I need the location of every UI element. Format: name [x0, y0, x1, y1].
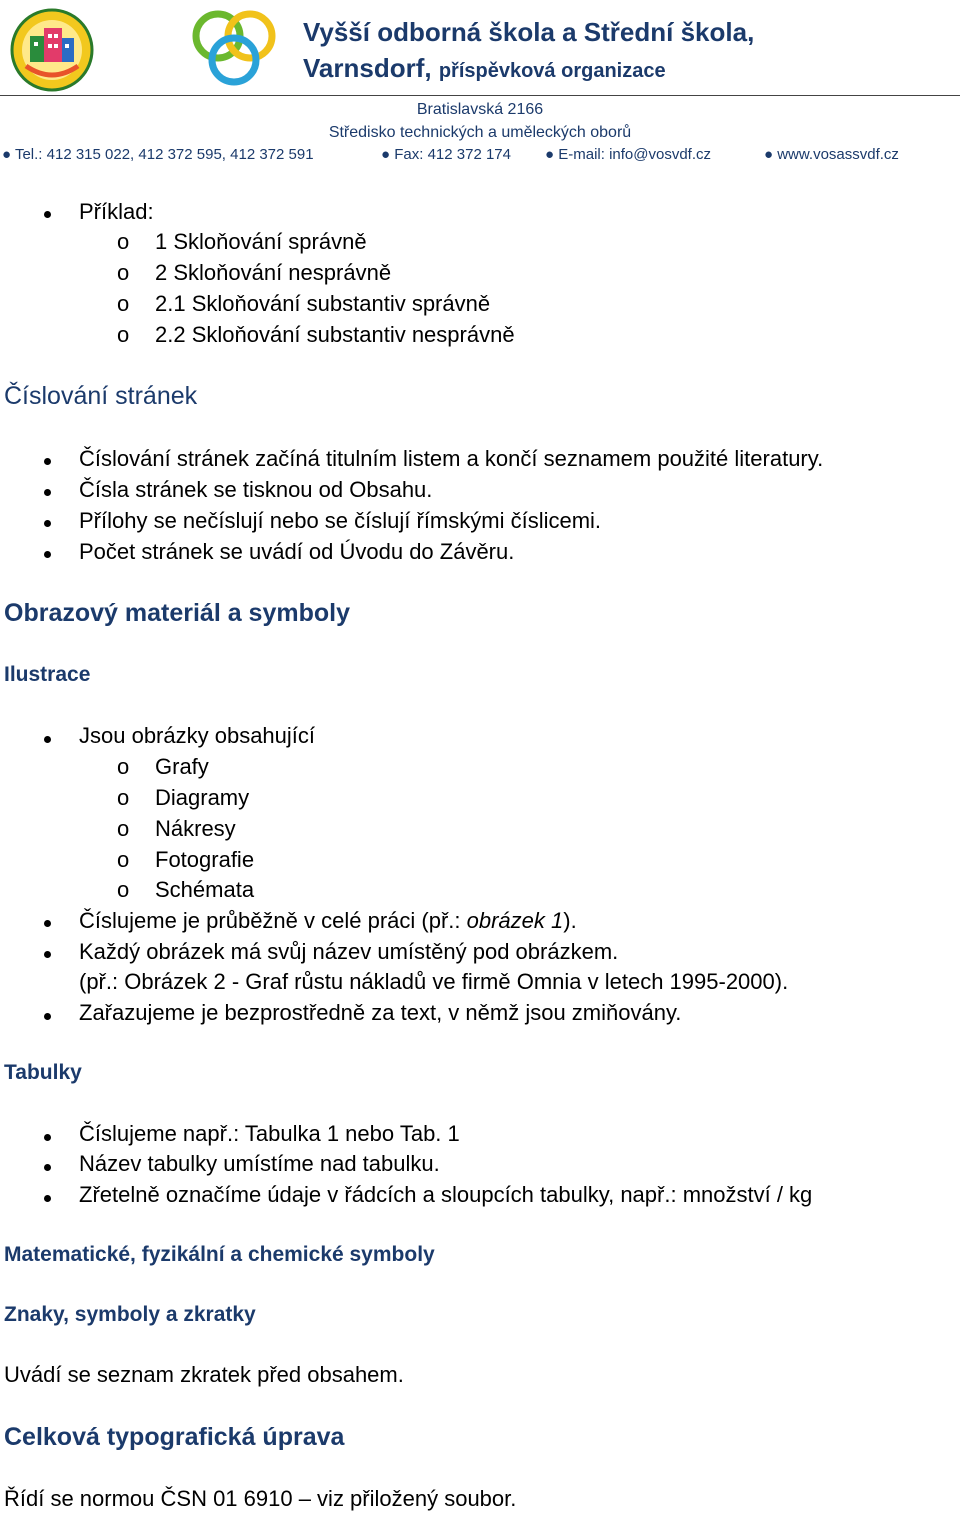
- contact-tel: ● Tel.: 412 315 022, 412 372 595, 412 372 591: [2, 146, 314, 163]
- circle-bullet-icon: o: [117, 754, 130, 779]
- list-item: Každý obrázek má svůj název umístěný pod obrázkem.: [79, 939, 619, 964]
- section-heading-typography: Celková typografická úprava: [4, 1423, 345, 1451]
- bullet-icon: [44, 211, 51, 218]
- list-item: Číslujeme např.: Tabulka 1 nebo Tab. 1: [79, 1121, 460, 1146]
- bullet-icon: [44, 489, 51, 496]
- section-heading-numbering: Číslování stránek: [4, 382, 198, 410]
- subheading-ilustrace: Ilustrace: [4, 663, 91, 686]
- list-item: Jsou obrázky obsahující: [79, 723, 316, 748]
- bullet-icon: [44, 1164, 51, 1171]
- circle-bullet-icon: o: [117, 322, 130, 347]
- bullet-icon: [44, 1134, 51, 1141]
- school-name-line2: [303, 50, 754, 89]
- subheading-tabulky: Tabulky: [4, 1061, 82, 1084]
- example-label: Příklad:: [79, 199, 154, 224]
- list-item: 2 Skloňování nesprávně: [155, 260, 392, 285]
- patron-school-logo-icon: [8, 6, 104, 92]
- bullet-icon: [44, 458, 51, 465]
- circle-bullet-icon: o: [117, 816, 130, 841]
- list-item-text: ).: [563, 908, 577, 933]
- header-address: Bratislavská 2166: [416, 101, 544, 118]
- list-item: Schémata: [155, 877, 255, 902]
- list-item-italic: obrázek 1: [466, 908, 564, 933]
- header-department: Středisko technických a uměleckých oborů: [328, 124, 632, 141]
- bullet-icon: [44, 920, 51, 927]
- circle-bullet-icon: o: [117, 229, 130, 254]
- school-name-line1: Vyšší odborná škola a Střední škola,: [303, 17, 755, 47]
- list-item: Zřetelně označíme údaje v řádcích a sloupcích tabulky, např.: množství / kg: [79, 1182, 813, 1207]
- bullet-icon: [44, 1195, 51, 1202]
- list-item: 2.2 Skloňování substantiv nesprávně: [155, 322, 515, 347]
- signs-text: Uvádí se seznam zkratek před obsahem.: [4, 1362, 404, 1387]
- school-town: Varnsdorf,: [303, 53, 432, 83]
- header-rule: [0, 95, 960, 96]
- circle-bullet-icon: o: [117, 260, 130, 285]
- document-header: [0, 0, 960, 170]
- list-item: Číslování stránek začíná titulním listem a končí seznamem použité literatury.: [79, 446, 824, 471]
- list-item: Přílohy se nečíslují nebo se číslují římskými číslicemi.: [79, 508, 602, 533]
- subheading-math-symbols: Matematické, fyzikální a chemické symboly: [4, 1243, 435, 1266]
- list-item: 2.1 Skloňování substantiv správně: [155, 291, 491, 316]
- school-org-type: příspěvková organizace: [438, 60, 666, 82]
- circle-bullet-icon: o: [117, 847, 130, 872]
- contact-fax: ● Fax: 412 372 174: [381, 146, 511, 163]
- bullet-icon: [44, 1013, 51, 1020]
- bullet-icon: [44, 520, 51, 527]
- list-item: Název tabulky umístíme nad tabulku.: [79, 1151, 440, 1176]
- section-heading-images: Obrazový materiál a symboly: [4, 599, 350, 627]
- typography-text: Řídí se normou ČSN 01 6910 – viz přiložený soubor.: [4, 1486, 517, 1511]
- list-item: Grafy: [155, 754, 209, 779]
- list-item: Čísla stránek se tisknou od Obsahu.: [79, 477, 433, 502]
- subheading-signs: Znaky, symboly a zkratky: [4, 1303, 256, 1326]
- list-item-text: Číslujeme je průběžně v celé práci (př.:: [79, 908, 467, 933]
- contact-email[interactable]: ● E-mail: info@vosvdf.cz: [545, 146, 711, 163]
- circle-bullet-icon: o: [117, 291, 130, 316]
- circle-bullet-icon: o: [117, 877, 130, 902]
- contact-web[interactable]: ● www.vosassvdf.cz: [764, 146, 899, 163]
- circle-bullet-icon: o: [117, 785, 130, 810]
- list-item: Nákresy: [155, 816, 236, 841]
- list-item: Zařazujeme je bezprostředně za text, v němž jsou zmiňovány.: [79, 1000, 682, 1025]
- list-item: Diagramy: [155, 785, 250, 810]
- list-item: Počet stránek se uvádí od Úvodu do Závěru.: [79, 539, 515, 564]
- list-item: [79, 906, 577, 936]
- bullet-icon: [44, 551, 51, 558]
- school-name: [303, 14, 754, 89]
- list-item: Fotografie: [155, 847, 255, 872]
- list-item: 1 Skloňování správně: [155, 229, 367, 254]
- school-rings-logo-icon: [188, 4, 282, 90]
- list-item-continuation: (př.: Obrázek 2 - Graf růstu nákladů ve firmě Omnia v letech 1995-2000).: [79, 969, 789, 994]
- bullet-icon: [44, 736, 51, 743]
- bullet-icon: [44, 951, 51, 958]
